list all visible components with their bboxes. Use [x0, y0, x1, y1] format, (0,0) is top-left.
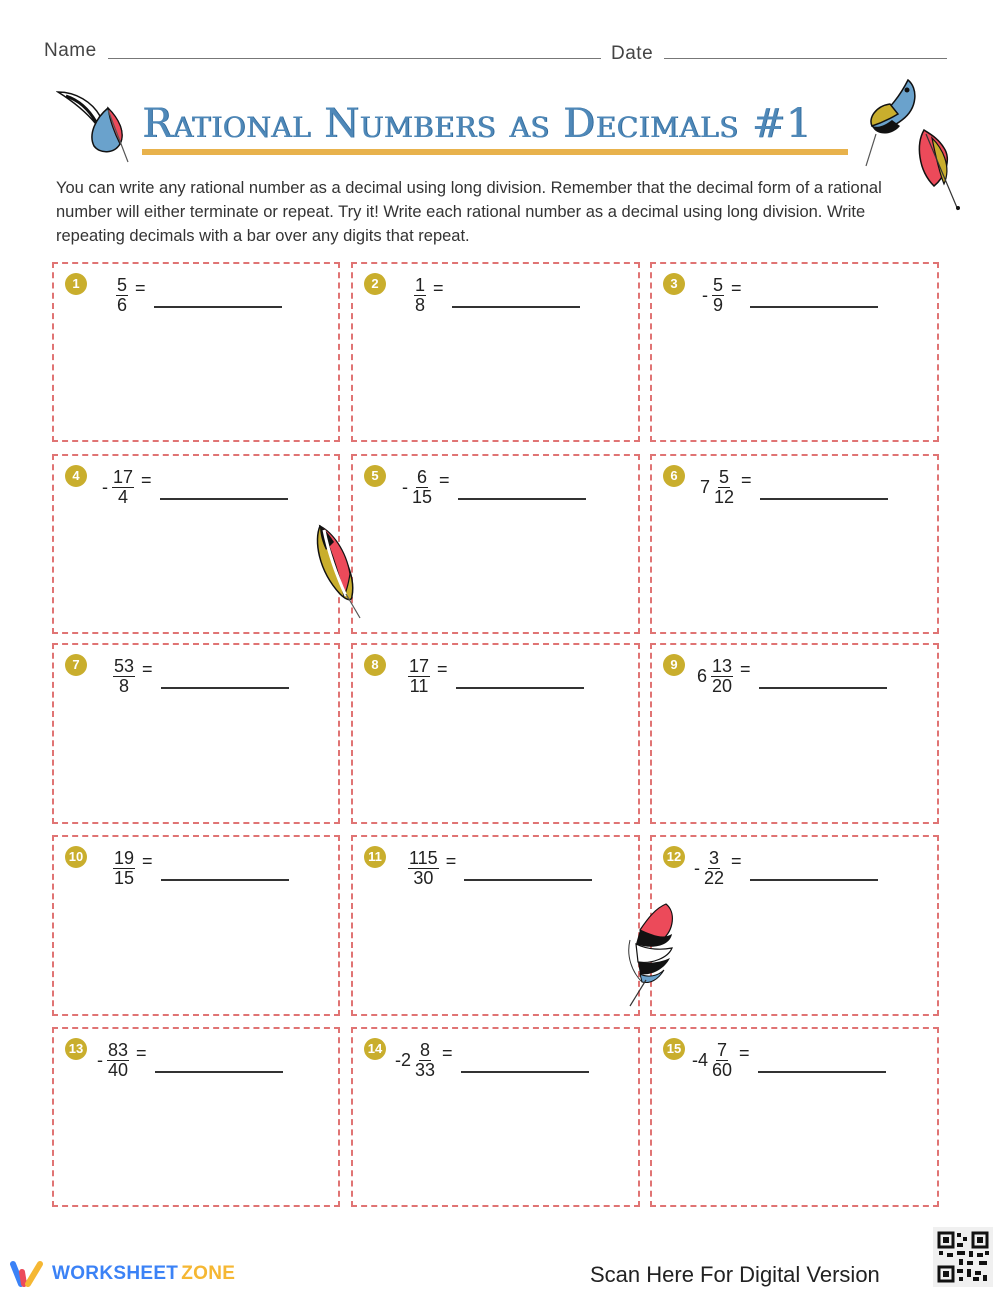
numerator: 6	[417, 467, 428, 487]
answer-blank[interactable]	[750, 857, 878, 881]
problem-expression	[109, 849, 289, 888]
worksheetzone-logo[interactable]	[10, 1260, 235, 1288]
whole-or-sign: -	[702, 285, 708, 305]
problem-number-badge: 10	[65, 846, 87, 868]
whole-or-sign: -	[97, 1050, 103, 1070]
answer-blank[interactable]	[760, 476, 888, 500]
problem-number-badge: 8	[364, 654, 386, 676]
fraction	[412, 468, 432, 507]
equals-sign: =	[731, 851, 742, 871]
equals-sign: =	[142, 659, 153, 679]
problem-number-badge: 7	[65, 654, 87, 676]
problem-number-badge: 5	[364, 465, 386, 487]
fraction	[112, 468, 134, 507]
denominator: 8	[119, 676, 130, 696]
problem-box	[650, 262, 939, 442]
problem-number-badge: 14	[364, 1038, 386, 1060]
problem-box	[351, 835, 640, 1016]
equals-sign: =	[135, 278, 146, 298]
problem-expression	[109, 657, 289, 696]
denominator: 15	[412, 487, 433, 507]
problem-expression	[112, 276, 282, 315]
whole-or-sign: 7	[700, 477, 711, 497]
numerator: 13	[712, 656, 733, 676]
problem-expression	[102, 468, 288, 507]
whole-or-sign: -	[102, 477, 108, 497]
problem-box	[351, 262, 640, 442]
equals-sign: =	[136, 1043, 147, 1063]
denominator: 15	[114, 868, 135, 888]
fraction	[714, 468, 734, 507]
fraction	[113, 849, 135, 888]
problem-box	[52, 1027, 340, 1207]
problem-expression	[700, 468, 888, 507]
scan-text: Scan Here For Digital Version	[590, 1262, 880, 1287]
problem-expression	[694, 849, 878, 888]
fraction	[704, 849, 724, 888]
problem-box	[650, 643, 939, 824]
denominator: 12	[714, 487, 735, 507]
fraction	[113, 657, 135, 696]
numerator: 19	[114, 848, 135, 868]
whole-or-sign: -	[694, 858, 700, 878]
problem-number-badge: 13	[65, 1038, 87, 1060]
qr-code-icon[interactable]	[933, 1227, 993, 1287]
denominator: 6	[117, 295, 128, 315]
logo-icon	[10, 1260, 46, 1288]
problem-expression	[692, 1041, 886, 1080]
name-label: Name	[44, 40, 97, 61]
numerator: 17	[113, 467, 134, 487]
answer-blank[interactable]	[161, 857, 289, 881]
denominator: 4	[118, 487, 129, 507]
problem-number-badge: 6	[663, 465, 685, 487]
problem-expression	[410, 276, 580, 315]
numerator: 8	[420, 1040, 431, 1060]
denominator: 11	[409, 676, 429, 696]
problem-expression	[97, 1041, 283, 1080]
fraction	[408, 657, 430, 696]
fraction	[107, 1041, 129, 1080]
equals-sign: =	[731, 278, 742, 298]
denominator: 20	[712, 676, 733, 696]
numerator: 115	[409, 848, 438, 868]
answer-blank[interactable]	[464, 857, 592, 881]
problem-number-badge: 3	[663, 273, 685, 295]
answer-blank[interactable]	[452, 284, 580, 308]
answer-blank[interactable]	[758, 1049, 886, 1073]
page-title: Rational Numbers as Decimals #1	[142, 101, 812, 147]
problem-expression	[402, 468, 586, 507]
problem-box	[351, 643, 640, 824]
logo-text-worksheet: WORKSHEET	[52, 1263, 179, 1284]
whole-or-sign: -2	[395, 1050, 412, 1070]
fraction	[408, 849, 439, 888]
numerator: 5	[713, 275, 724, 295]
answer-blank[interactable]	[759, 665, 887, 689]
numerator: 53	[114, 656, 135, 676]
answer-blank[interactable]	[750, 284, 878, 308]
problem-box	[52, 643, 340, 824]
problem-box	[351, 454, 640, 634]
answer-blank[interactable]	[456, 665, 584, 689]
problem-box	[52, 835, 340, 1016]
equals-sign: =	[739, 1043, 750, 1063]
denominator: 33	[415, 1060, 436, 1080]
problem-number-badge: 4	[65, 465, 87, 487]
numerator: 5	[117, 275, 128, 295]
problem-box	[650, 454, 939, 634]
equals-sign: =	[437, 659, 448, 679]
denominator: 8	[415, 295, 426, 315]
problem-number-badge: 1	[65, 273, 87, 295]
answer-blank[interactable]	[458, 476, 586, 500]
denominator: 60	[712, 1060, 733, 1080]
problem-expression	[404, 657, 584, 696]
numerator: 17	[409, 656, 430, 676]
problem-box	[52, 262, 340, 442]
equals-sign: =	[740, 659, 751, 679]
problem-box	[650, 835, 939, 1016]
instructions-text: You can write any rational number as a decimal using long division. Remember that the decimal form of a rational number will either terminate or repeat. Try it! Write each rational number as a decimal using long division. Write repeating decimals with a bar over any digits that repeat.	[56, 179, 882, 245]
equals-sign: =	[142, 851, 153, 871]
date-label: Date	[611, 43, 654, 64]
numerator: 83	[108, 1040, 129, 1060]
denominator: 9	[713, 295, 724, 315]
problem-expression	[697, 657, 887, 696]
problem-number-badge: 11	[364, 846, 386, 868]
problem-number-badge: 9	[663, 654, 685, 676]
feather-icon	[56, 88, 136, 166]
equals-sign: =	[439, 470, 450, 490]
fraction	[414, 276, 426, 315]
denominator: 40	[108, 1060, 129, 1080]
problem-box	[52, 454, 340, 634]
fraction	[712, 1041, 732, 1080]
answer-blank[interactable]	[160, 476, 288, 500]
fraction	[711, 657, 733, 696]
feather-icon	[622, 900, 678, 1008]
problem-box	[650, 1027, 939, 1207]
feather-icon	[312, 520, 374, 620]
problem-expression	[395, 1041, 589, 1080]
logo-text-zone: ZONE	[181, 1263, 236, 1284]
problem-number-badge: 12	[663, 846, 685, 868]
fraction	[415, 1041, 435, 1080]
title-underline	[142, 149, 848, 155]
numerator: 7	[717, 1040, 728, 1060]
date-field[interactable]	[664, 58, 947, 59]
problem-expression	[404, 849, 592, 888]
answer-blank[interactable]	[161, 665, 289, 689]
whole-or-sign: 6	[697, 666, 708, 686]
numerator: 5	[719, 467, 730, 487]
fraction	[712, 276, 724, 315]
answer-blank[interactable]	[461, 1049, 589, 1073]
equals-sign: =	[445, 851, 457, 871]
whole-or-sign: -4	[692, 1050, 709, 1070]
problem-number-badge: 2	[364, 273, 386, 295]
problem-number-badge: 15	[663, 1038, 685, 1060]
denominator: 30	[413, 868, 434, 888]
fraction	[116, 276, 128, 315]
numerator: 3	[709, 848, 720, 868]
whole-or-sign: -	[402, 477, 408, 497]
equals-sign: =	[433, 278, 444, 298]
answer-blank[interactable]	[154, 284, 282, 308]
equals-sign: =	[442, 1043, 453, 1063]
answer-blank[interactable]	[155, 1049, 283, 1073]
problem-box	[351, 1027, 640, 1207]
numerator: 1	[415, 275, 426, 295]
equals-sign: =	[141, 470, 152, 490]
equals-sign: =	[741, 470, 752, 490]
problem-expression	[702, 276, 878, 315]
denominator: 22	[704, 868, 725, 888]
name-field[interactable]	[108, 58, 601, 59]
